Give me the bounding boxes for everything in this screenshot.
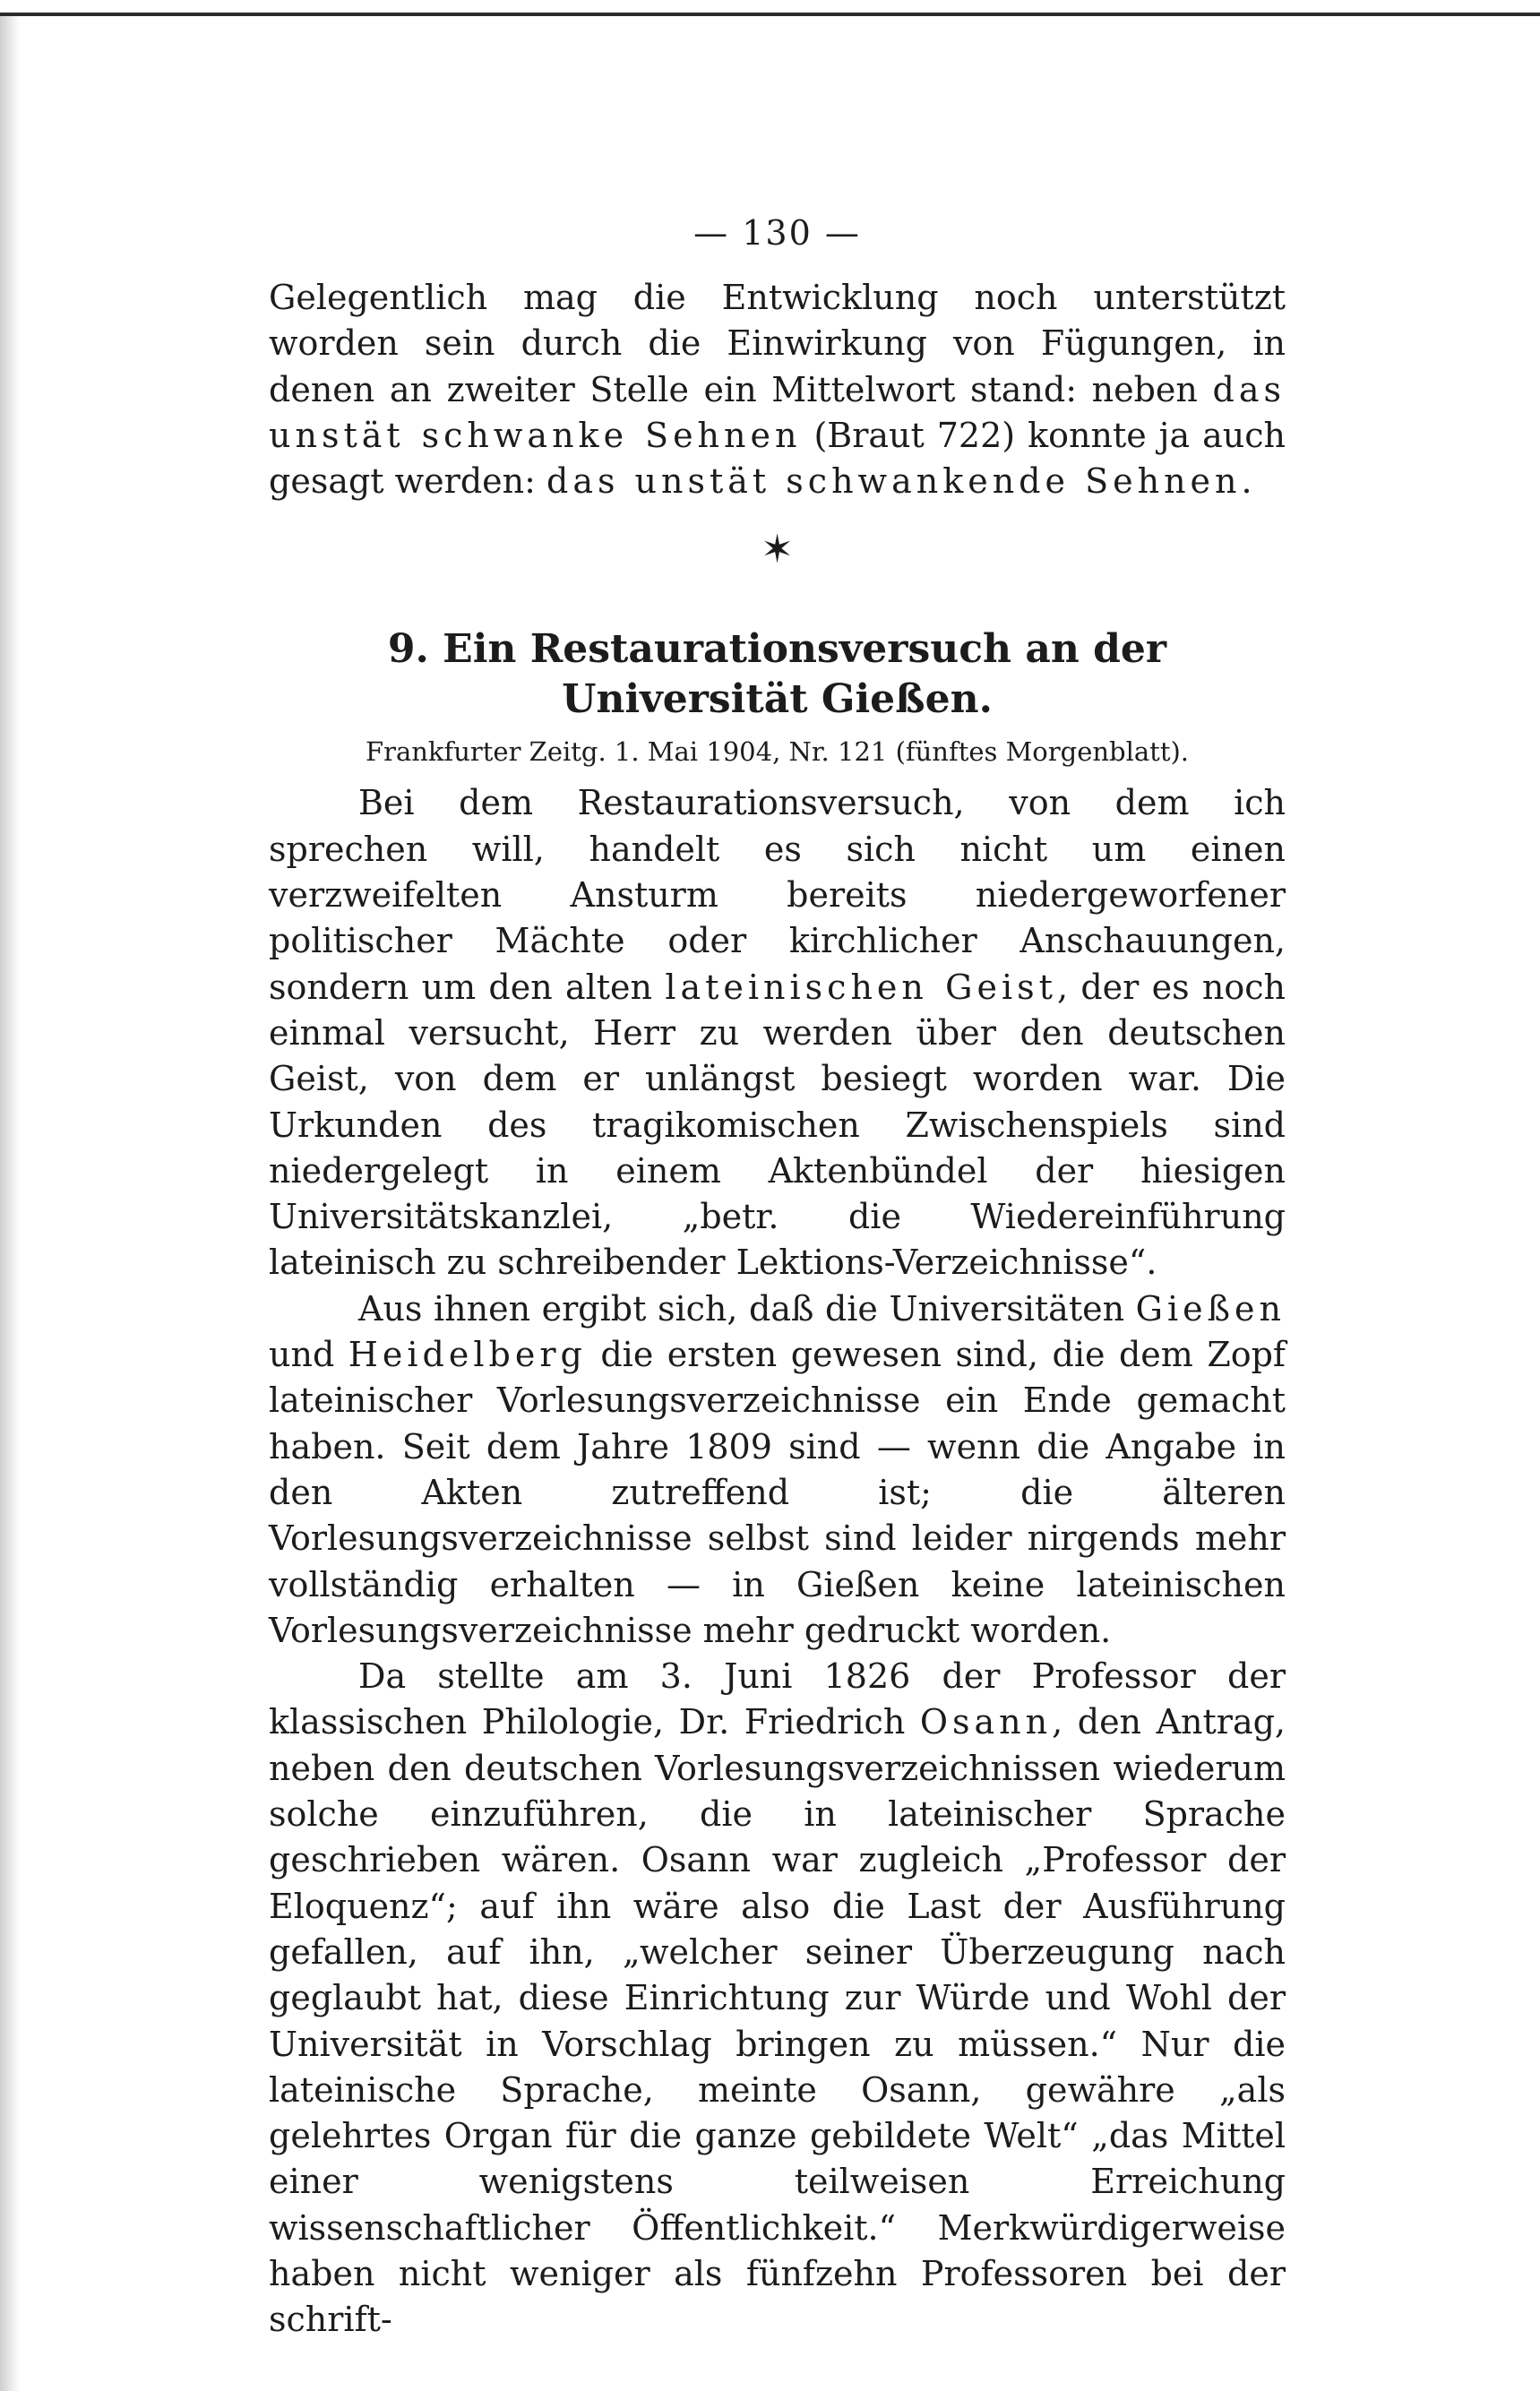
paragraph-1-text-1: Bei dem Restaurationsversuch, von dem ich sprechen will, handelt es sich nicht um einen verzweifelten Ansturm bereits niedergeworfener politischer Mächte oder kirchlicher Anschauungen, sondern um den alten (269, 783, 1286, 1007)
paragraph-3-text-2: , den Antrag, neben den deutschen Vorlesungsverzeichnissen wiederum solche einzuführen, die in lateinischer Sprache geschrieben wären. Osann war zugleich „Professor der Eloquenz“; auf ihn wäre also die Last der Ausführung gefallen, auf ihn, „welcher seiner Überzeugung nach geglaubt hat, diese Einrichtung zur Würde und Wohl der Universität in Vorschlag bringen zu müssen.“ Nur die lateinische Sprache, meinte Osann, gewähre „als gelehrtes Organ für die ganze gebildete Welt“ „das Mittel einer wenigstens teilweisen Erreichung wissenschaftlicher Öffentlichkeit.“ Merkwürdigerweise haben nicht weniger als fünfzehn Professoren bei der schrift- (269, 1702, 1286, 2340)
paragraph-2 (269, 1286, 1286, 1654)
intro-text-1: Gelegentlich mag die Entwicklung noch unterstützt worden sein durch die Einwirkung von Fügungen, in denen an zweiter Stelle ein Mittelwort stand: neben (269, 278, 1286, 409)
paragraph-3 (269, 1654, 1286, 2343)
paragraph-2-spaced-1: Gießen (1135, 1288, 1286, 1329)
section-separator-star: ✶ (761, 527, 794, 573)
paragraph-3-text-1: Da stellte am 3. Juni 1826 der Professor der klassischen Philologie, Dr. Friedrich (269, 1656, 1286, 1742)
paragraph-3-spaced-1: Osann (919, 1702, 1053, 1742)
paragraph-1-spaced-1: lateinischen Geist (665, 967, 1057, 1007)
intro-text-2: (Braut 722) konnte ja auch gesagt werden: (269, 415, 1286, 502)
intro-quote-2: das unstät schwankende Sehnen (546, 461, 1242, 502)
scan-top-edge (0, 13, 1540, 16)
intro-paragraph (269, 275, 1286, 504)
paragraph-1 (269, 780, 1286, 1286)
paragraph-2-text-1: Aus ihnen ergibt sich, daß die Universitäten (358, 1288, 1136, 1329)
paragraph-2-spaced-2: Heidelberg (348, 1335, 587, 1375)
section-title: 9. Ein Restaurationsversuch an der Universität Gießen. (387, 626, 1167, 723)
section-source: Frankfurter Zeitg. 1. Mai 1904, Nr. 121 (fünftes Morgenblatt). (365, 736, 1190, 768)
paragraph-1-text-2: , der es noch einmal versucht, Herr zu werden über den deutschen Geist, von dem er unlängst besiegt worden war. Die Urkunden des tragikomischen Zwischenspiels sind niedergelegt in einem Aktenbündel der hiesigen Universitätskanzlei, „betr. die Wiedereinführung lateinisch zu schreibender Lektions-Verzeichnisse“. (269, 967, 1286, 1283)
paragraph-2-text-2: und (269, 1335, 348, 1375)
intro-text-3: . (1241, 461, 1252, 502)
page-number: — 130 — (693, 213, 861, 253)
paragraph-2-text-3: die ersten gewesen sind, die dem Zopf lateinischer Vorlesungsverzeichnisse ein Ende gemacht haben. Seit dem Jahre 1809 sind — wenn die Angabe in den Akten zutreffend ist; die älteren Vorlesungsverzeichnisse selbst sind leider nirgends mehr vollständig erhalten — in Gießen keine lateinischen Vorlesungsverzeichnisse mehr gedruckt worden. (269, 1335, 1286, 1650)
intro-quote-1: das unstät schwanke Sehnen (269, 369, 1286, 455)
book-page (269, 211, 1286, 2340)
scan-left-shadow (0, 16, 20, 2391)
